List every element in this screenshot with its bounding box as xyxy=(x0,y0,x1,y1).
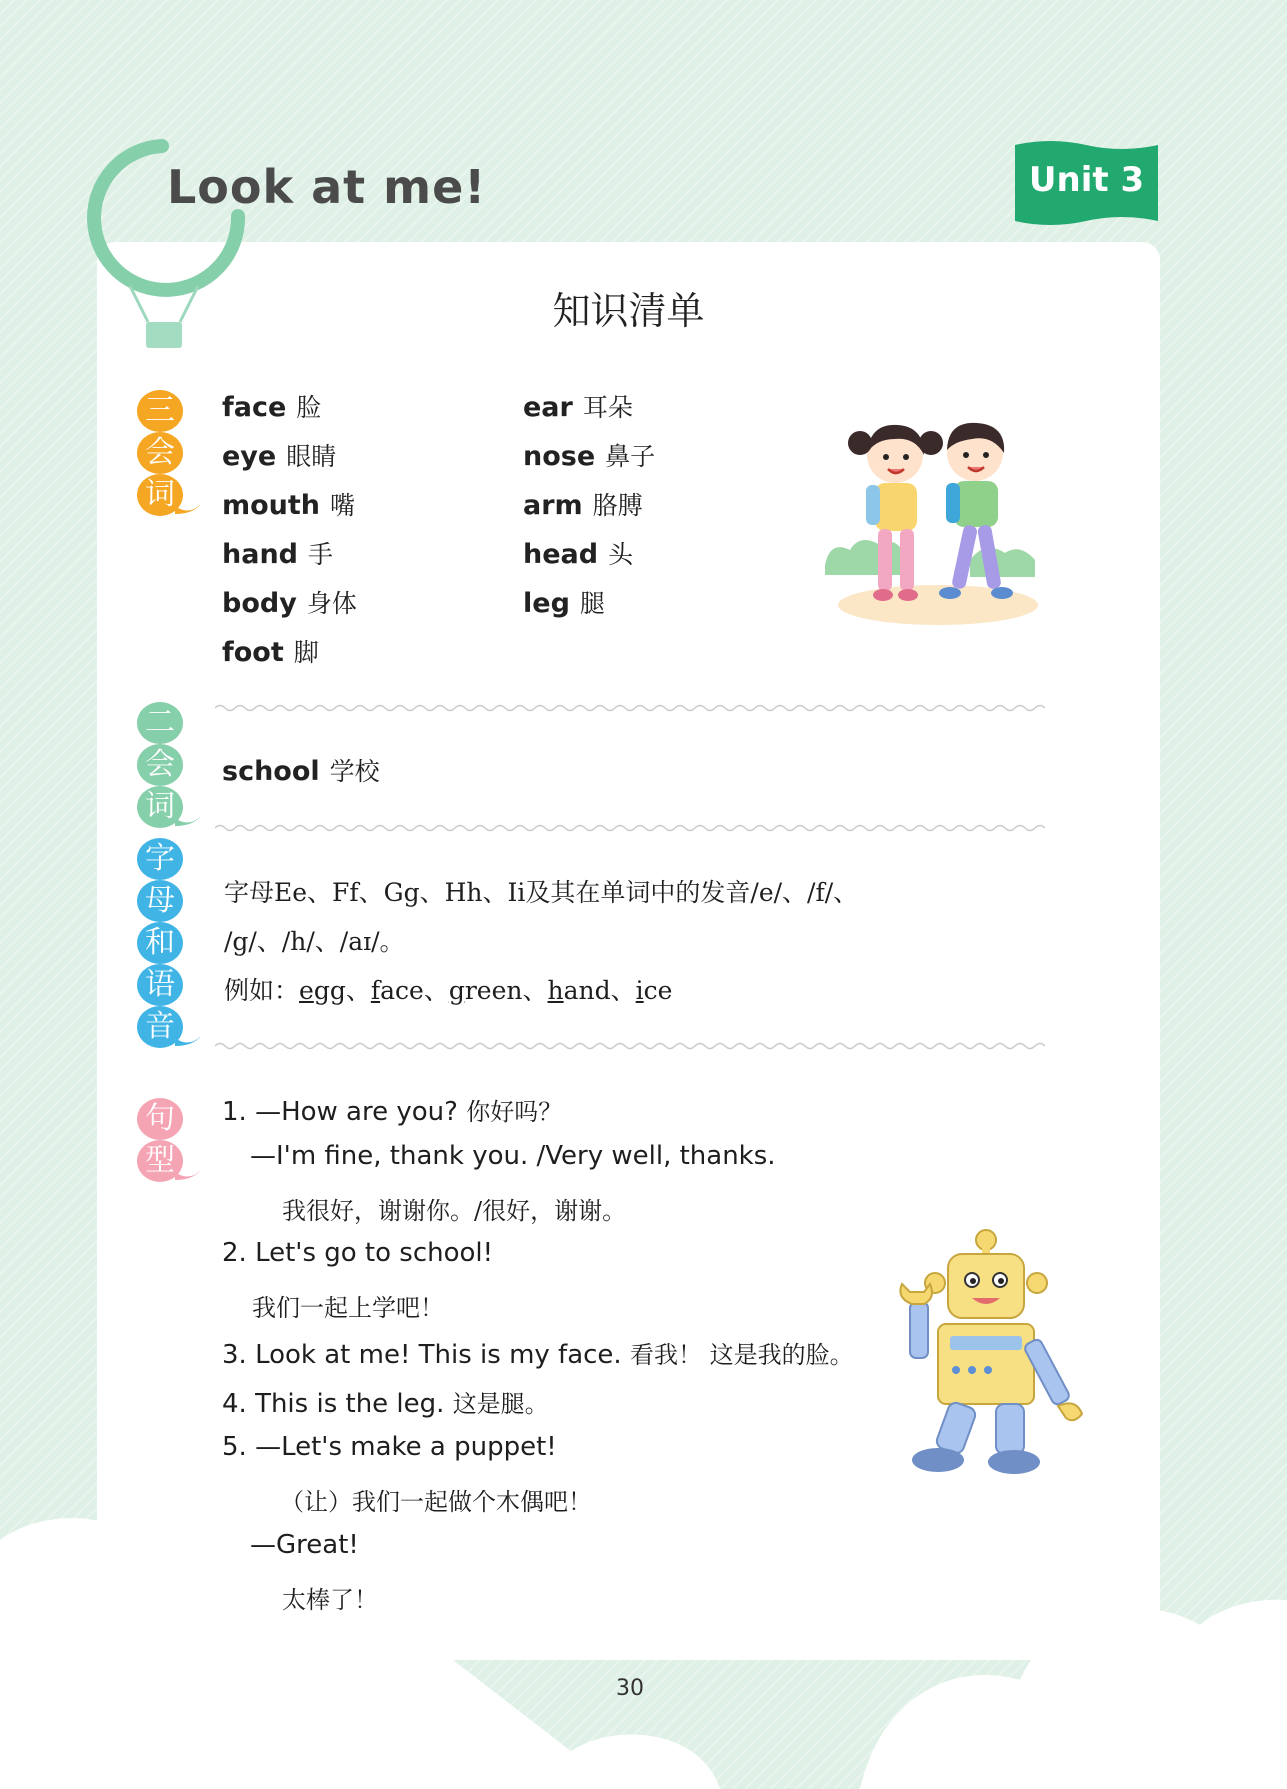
tag-char: 型 xyxy=(137,1140,183,1182)
sentence-line: —Great! xyxy=(250,1530,359,1560)
tag-sentence-patterns xyxy=(137,1098,183,1182)
phonics-examples: 例如：egg、face、green、hand、ice xyxy=(224,976,673,1005)
sentence-line: 1. —How are you? 你好吗？ xyxy=(222,1097,563,1127)
tag-char: 字 xyxy=(137,838,183,880)
tag-char: 句 xyxy=(137,1098,183,1140)
tag-char: 和 xyxy=(137,922,183,964)
sentence-translation: 我很好，谢谢你。/很好，谢谢。 xyxy=(282,1197,627,1225)
tag-two-skill-words xyxy=(137,702,183,828)
sentence-translation: 太棒了！ xyxy=(282,1586,378,1614)
wavy-divider xyxy=(215,702,1045,714)
word-item: arm 胳膊 xyxy=(523,490,643,521)
unit-label: Unit 3 xyxy=(1028,160,1145,200)
tag-tail xyxy=(175,502,201,516)
word-item: mouth 嘴 xyxy=(222,490,356,521)
word-item: foot 脚 xyxy=(222,637,319,668)
tag-three-skill-words xyxy=(137,390,183,516)
word-item: head 头 xyxy=(523,539,634,570)
word-item: hand 手 xyxy=(222,539,334,570)
sentence-line: 5. —Let's make a puppet! xyxy=(222,1432,557,1462)
tag-char: 母 xyxy=(137,880,183,922)
word-item: body 身体 xyxy=(222,588,357,619)
sentence-translation: （让）我们一起做个木偶吧！ xyxy=(280,1488,592,1516)
tag-char: 会 xyxy=(137,432,183,474)
phonics-line-1: 字母Ee、Ff、Gg、Hh、Ii及其在单词中的发音/e/、/f/、 xyxy=(224,878,859,907)
word-item: nose 鼻子 xyxy=(523,441,656,472)
page-number: 30 xyxy=(616,1676,644,1701)
sentence-line: 4. This is the leg. 这是腿。 xyxy=(222,1389,549,1419)
tag-letters-and-phonics xyxy=(137,838,183,1048)
tag-tail xyxy=(175,1034,201,1048)
two-skill-word: school 学校 xyxy=(222,756,380,787)
sentence-line: 3. Look at me! This is my face. 看我！ 这是我的脸。 xyxy=(222,1340,854,1370)
sentence-line: —I'm fine, thank you. /Very well, thanks. xyxy=(250,1141,776,1171)
tag-char: 二 xyxy=(137,702,183,744)
wavy-divider xyxy=(215,822,1045,834)
tag-char: 词 xyxy=(137,474,183,516)
tag-char: 词 xyxy=(137,786,183,828)
sentence-line: 2. Let's go to school! xyxy=(222,1238,494,1268)
word-item: leg 腿 xyxy=(523,588,605,619)
robot-illustration xyxy=(898,1228,1094,1478)
lesson-title: Look at me! xyxy=(167,160,487,214)
tag-char: 音 xyxy=(137,1006,183,1048)
word-item: ear 耳朵 xyxy=(523,392,633,423)
word-item: eye 眼睛 xyxy=(222,441,337,472)
word-item: face 脸 xyxy=(222,392,322,423)
tag-char: 语 xyxy=(137,964,183,1006)
example-label: 例如： xyxy=(224,976,300,1005)
sentence-translation: 我们一起上学吧！ xyxy=(252,1294,444,1322)
tag-tail xyxy=(175,1168,201,1182)
panel-title: 知识清单 xyxy=(552,289,705,333)
wavy-divider xyxy=(215,1040,1045,1052)
phonics-line-2: /g/、/h/、/aɪ/。 xyxy=(224,927,405,956)
tag-char: 会 xyxy=(137,744,183,786)
children-illustration xyxy=(820,415,1045,630)
tag-tail xyxy=(175,814,201,828)
tag-char: 三 xyxy=(137,390,183,432)
